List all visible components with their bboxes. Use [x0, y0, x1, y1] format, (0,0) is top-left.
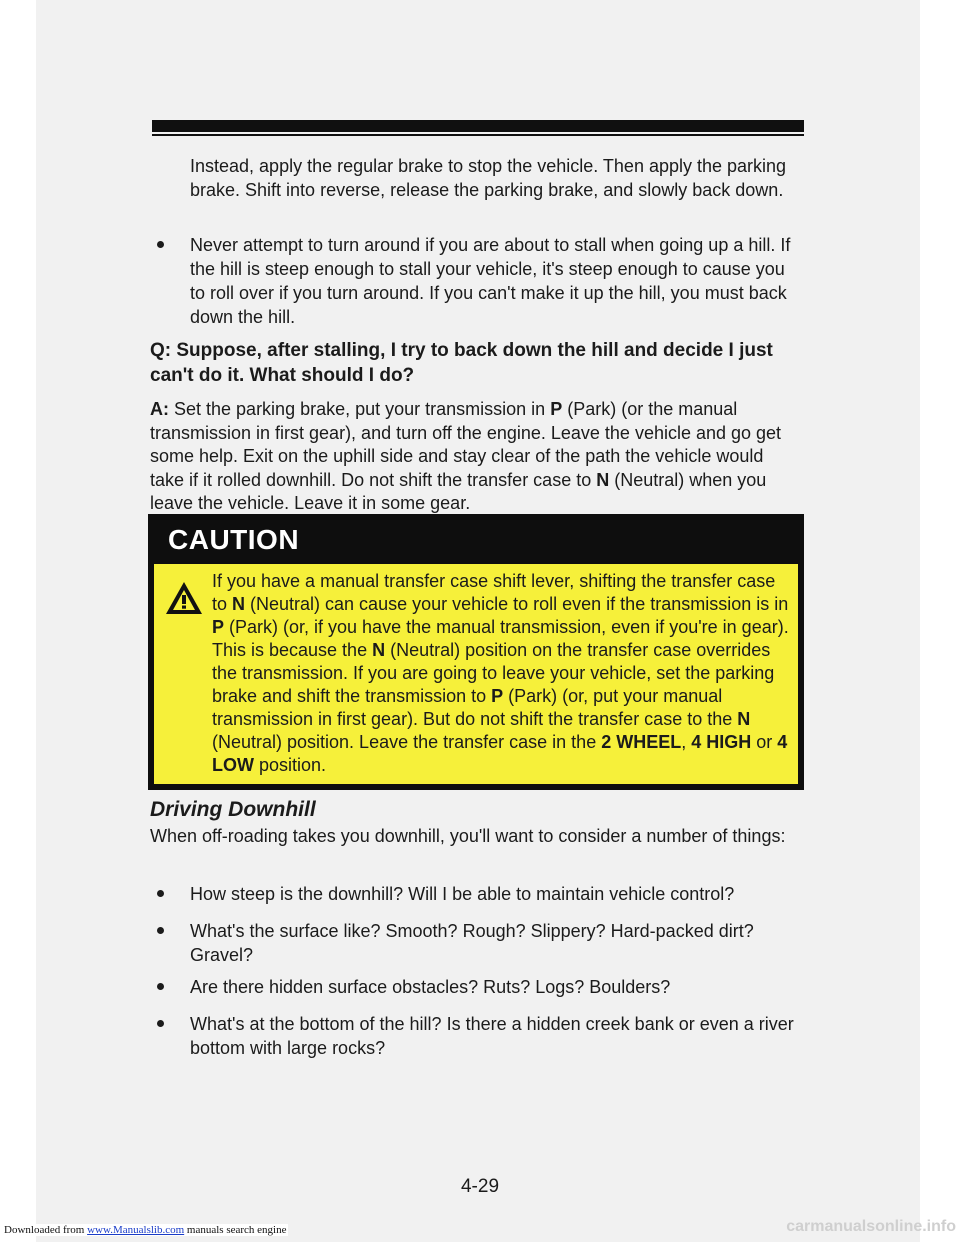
intro-continuation: Instead, apply the regular brake to stop the vehicle. Then apply the parking brake. Shift into reverse, release the parking brake, and slowly back down. — [190, 156, 787, 200]
bullet-dot — [157, 890, 164, 897]
bullet-dot — [157, 241, 164, 248]
watermark-text: carmanualsonline.info — [786, 1218, 956, 1235]
answer-label: A: — [150, 399, 169, 419]
caution-text: If you have a manual transfer case shift lever, shifting the transfer case to N (Neutral) can cause your vehicle to roll even if the transmission is in P (Park) (or, if you have the manual transmission, even if you're in gear). This is because the N (Neutral) position on the transfer case overrides the transmission. If you are going to leave your vehicle, set the parking brake and shift the transmission to P (Park) (or, put your manual transmission in first gear). But do not shift the transfer case to the N (Neutral) position. Leave the transfer case in the 2 WHEEL, 4 HIGH or 4 LOW position. — [212, 571, 789, 775]
bullet-dot — [157, 927, 164, 934]
page-number: 4-29 — [460, 1176, 500, 1197]
caution-title: CAUTION — [168, 524, 300, 555]
bullet-dot — [157, 983, 164, 990]
answer-paragraph: A: Set the parking brake, put your transmission in P (Park) (or the manual transmission in first gear), and turn off the engine. Leave the vehicle and go get some help. Exit on the uphill side and stay clear of the path the vehicle would take if it rolled downhill. Do not shift the transfer case to N (Neutral) when you leave the vehicle. Leave it in some gear. — [150, 399, 782, 513]
question-heading: Q: Suppose, after stalling, I try to back down the hill and decide I just can't do it. What should I do? — [150, 340, 773, 386]
downhill-intro: When off-roading takes you downhill, you'll want to consider a number of things: — [150, 826, 786, 846]
downhill-bullet: What's the surface like? Smooth? Rough? Slippery? Hard-packed dirt? Gravel? — [190, 921, 754, 965]
top-rule — [152, 120, 804, 132]
caution-box — [148, 514, 804, 790]
downhill-bullet: Are there hidden surface obstacles? Ruts? Logs? Boulders? — [190, 977, 671, 997]
top-rule-thin — [152, 134, 804, 136]
download-footer: Downloaded from www.Manualslib.com manuals search engine — [4, 1224, 287, 1236]
section-heading: Driving Downhill — [150, 798, 316, 821]
warning-triangle-icon — [164, 580, 204, 616]
downhill-bullet: How steep is the downhill? Will I be able to maintain vehicle control? — [190, 884, 735, 904]
bullet-dot — [157, 1020, 164, 1027]
downhill-bullet: What's at the bottom of the hill? Is there a hidden creek bank or even a river bottom with large rocks? — [190, 1014, 794, 1058]
bullet-turn-around: Never attempt to turn around if you are about to stall when going up a hill. If the hill is steep enough to stall your vehicle, it's steep enough to cause you to roll over if you turn around. If you can't make it up the hill, you must back down the hill. — [190, 235, 791, 327]
caution-body — [154, 564, 798, 784]
manualslib-link[interactable]: www.Manualslib.com — [87, 1224, 185, 1236]
